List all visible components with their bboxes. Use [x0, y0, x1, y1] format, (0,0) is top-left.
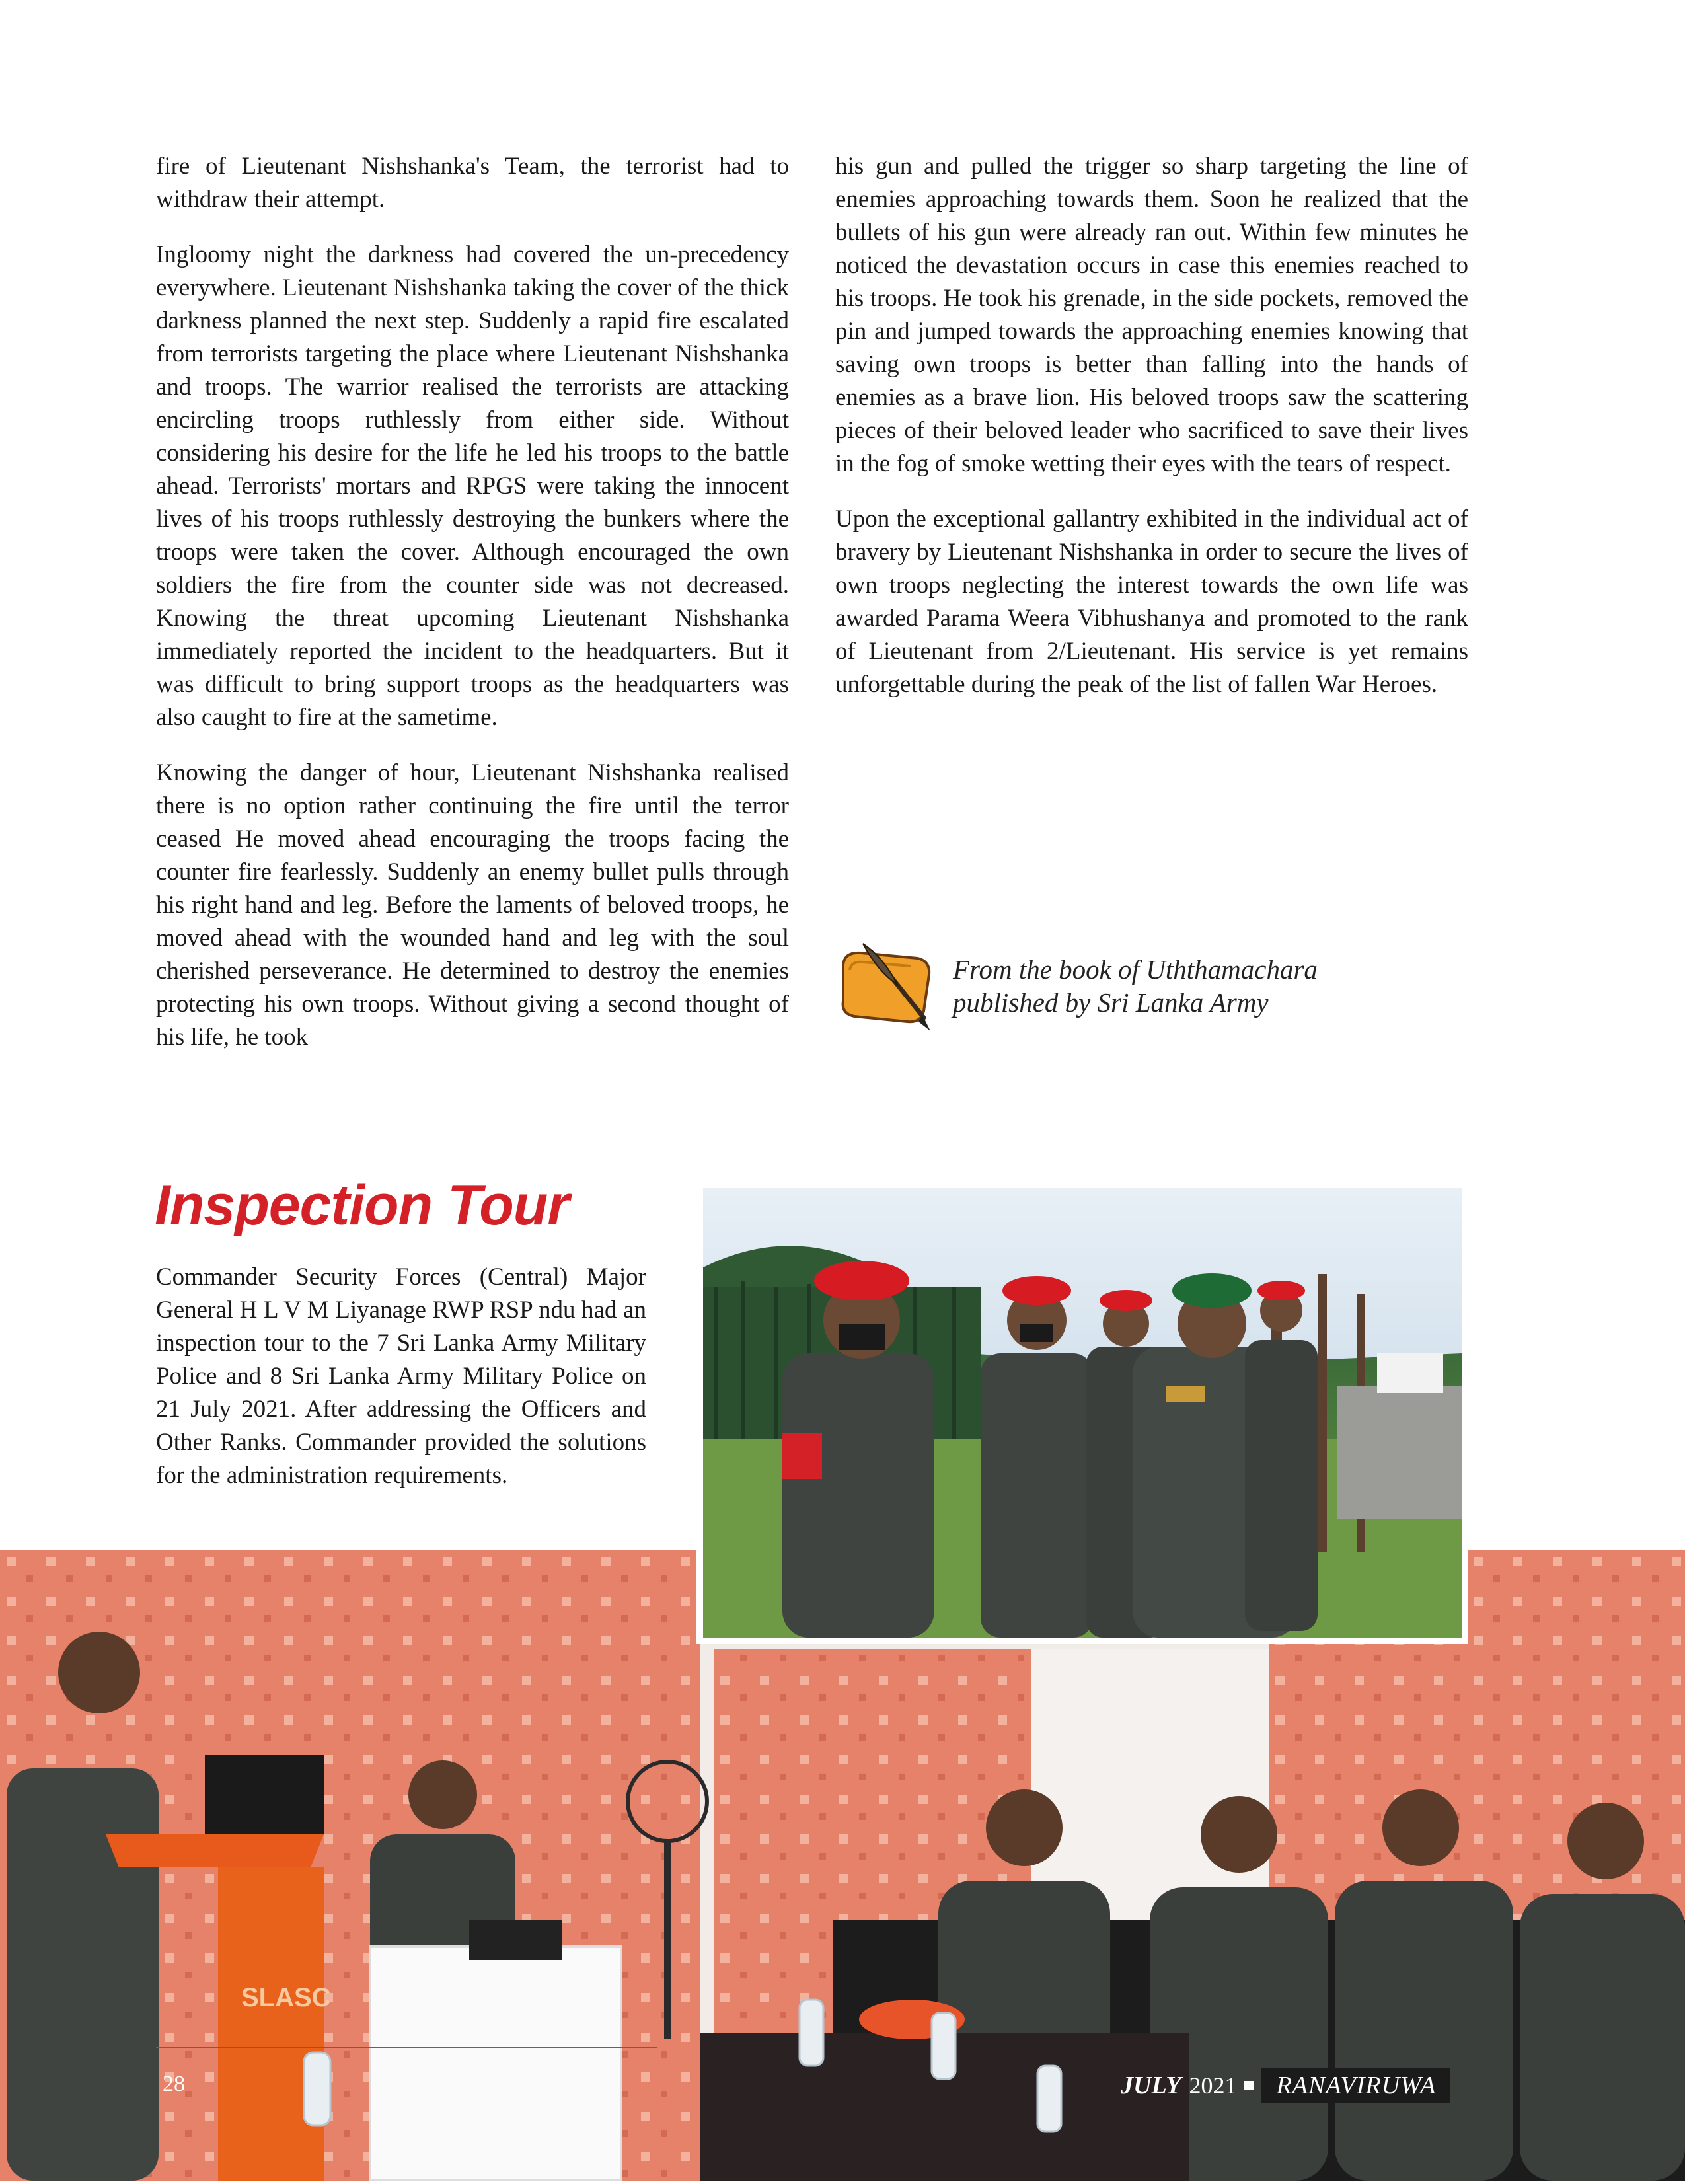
- section-title: Inspection Tour: [155, 1174, 569, 1237]
- story-left-column: [156, 150, 789, 1076]
- quill-scroll-icon: [831, 938, 944, 1037]
- source-line: published by Sri Lanka Army: [953, 987, 1269, 1018]
- footer-issue: [1121, 2068, 1450, 2103]
- story-paragraph: fire of Lieutenant Nishshanka's Team, the terrorist had to withdraw their attempt.: [156, 153, 789, 213]
- footer-year: 2021: [1189, 2072, 1237, 2099]
- story-paragraph: Upon the exceptional gallantry exhibited in the individual act of bravery by Lieutenant Nishshanka in order to secure the lives of own troops neglecting the interest towards the own life was awarded Parama Weera Vibhushanya and promoted to the rank of Lieutenant from 2/Lieutenant. His service is yet remains unforgettable during the peak of the list of fallen War Heroes.: [835, 506, 1468, 698]
- footer-magazine-name: RANAVIRUWA: [1261, 2068, 1450, 2103]
- story-paragraph: his gun and pulled the trigger so sharp targeting the line of enemies approaching towards them. Soon he realized that the bullets of his gun were already ran out. Within few minutes he noticed the devastation occurs in case this enemies reached to his troops. He took his grenade, in the side pockets, removed the pin and jumped towards the approaching enemies knowing that saving own troops is better than falling into the hands of enemies as a brave lion. His beloved troops saw the scattering pieces of their beloved leader who sacrificed to save their lives in the fog of smoke wetting their eyes with the tears of respect.: [835, 153, 1468, 477]
- source-text: [953, 953, 1318, 1019]
- section-body: Commander Security Forces (Central) Major General H L V M Liyanage RWP RSP ndu had an inspection tour to the 7 Sri Lanka Army Military Police and 8 Sri Lanka Army Military Police on 21 July 2021. After addressing the Officers and Other Ranks. Commander provided the solutions for the administration requirements.: [156, 1263, 646, 1489]
- footer-rule: [156, 2047, 657, 2048]
- story-paragraph: Ingloomy night the darkness had covered the un-precedency everywhere. Lieutenant Nishshanka taking the cover of the thick darkness planned the next step. Suddenly a rapid fire escalated from terrorists targeting the place where Lieutenant Nishshanka and troops. The warrior realised the terrorists are attacking encircling troops ruthlessly from either side. Without considering his desire for the life he led his troops to the battle ahead. Terrorists' mortars and RPGS were taking the innocent lives of his troops ruthlessly destroying the bunkers where the troops were taken the cover. Although encouraged the own soldiers the fire from the counter side was not decreased. Knowing the threat upcoming Lieutenant Nishshanka immediately reported the incident to the headquarters. But it was difficult to bring support troops as the headquarters was also caught to fire at the sametime.: [156, 241, 789, 731]
- footer-separator: [1244, 2081, 1254, 2090]
- source-line: From the book of Uththamachara: [953, 954, 1318, 985]
- story-paragraph: Knowing the danger of hour, Lieutenant Nishshanka realised there is no option rather continuing the fire until the terror ceased He moved ahead encouraging the troops facing the counter fire fearlessly. Suddenly an enemy bullet pulls through his right hand and leg. Before the laments of beloved troops, he moved ahead with the wounded hand and leg with the soul cherished perseverance. He determined to destroy the enemies protecting his own troops. Without giving a second thought of his life, he took: [156, 759, 789, 1051]
- page-number: 28: [163, 2072, 185, 2096]
- source-attribution: [831, 938, 1426, 1044]
- footer-month: JULY: [1121, 2072, 1181, 2099]
- inspection-photo: [696, 1182, 1468, 1644]
- lectern-label: SLASC: [241, 1983, 331, 2012]
- story-right-column: [835, 150, 1468, 724]
